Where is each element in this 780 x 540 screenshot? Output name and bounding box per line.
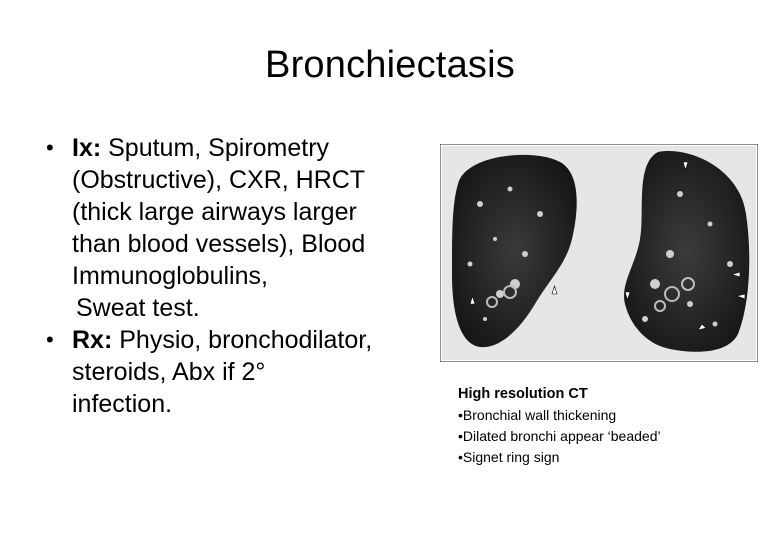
bullet-text-line: than blood vessels), Blood (72, 230, 366, 258)
bullet-text-line: Physio, bronchodilator, (112, 326, 373, 354)
bullet-list (44, 132, 434, 420)
bullet-text-line: (Obstructive), CXR, HRCT (72, 166, 366, 194)
bullet-text-line: infection. (72, 390, 173, 418)
caption-heading: High resolution CT (458, 386, 588, 402)
bullet-label: Rx: (72, 326, 113, 354)
caption-item: •Bronchial wall thickening (458, 407, 617, 423)
bullet-text-line: Sputum, Spirometry (101, 134, 330, 162)
caption-item: •Dilated bronchi appear ‘beaded’ (458, 428, 661, 444)
bullet-investigations (44, 132, 434, 324)
bullet-text-line: steroids, Abx if 2° (72, 358, 266, 386)
bullet-dot-icon: • (46, 327, 54, 352)
bullet-label: Ix: (72, 134, 102, 162)
bullet-text-line: Sweat test. (76, 294, 200, 322)
image-caption (458, 384, 661, 468)
bullet-text-line: (thick large airways larger (72, 198, 357, 226)
bullet-treatment (44, 324, 434, 420)
slide-title: Bronchiectasis (265, 44, 515, 86)
bullet-dot-icon: • (46, 135, 54, 160)
bullet-text-line: Immunoglobulins, (72, 262, 268, 290)
caption-item: •Signet ring sign (458, 449, 560, 465)
hrct-chest-scan-image (440, 144, 758, 362)
